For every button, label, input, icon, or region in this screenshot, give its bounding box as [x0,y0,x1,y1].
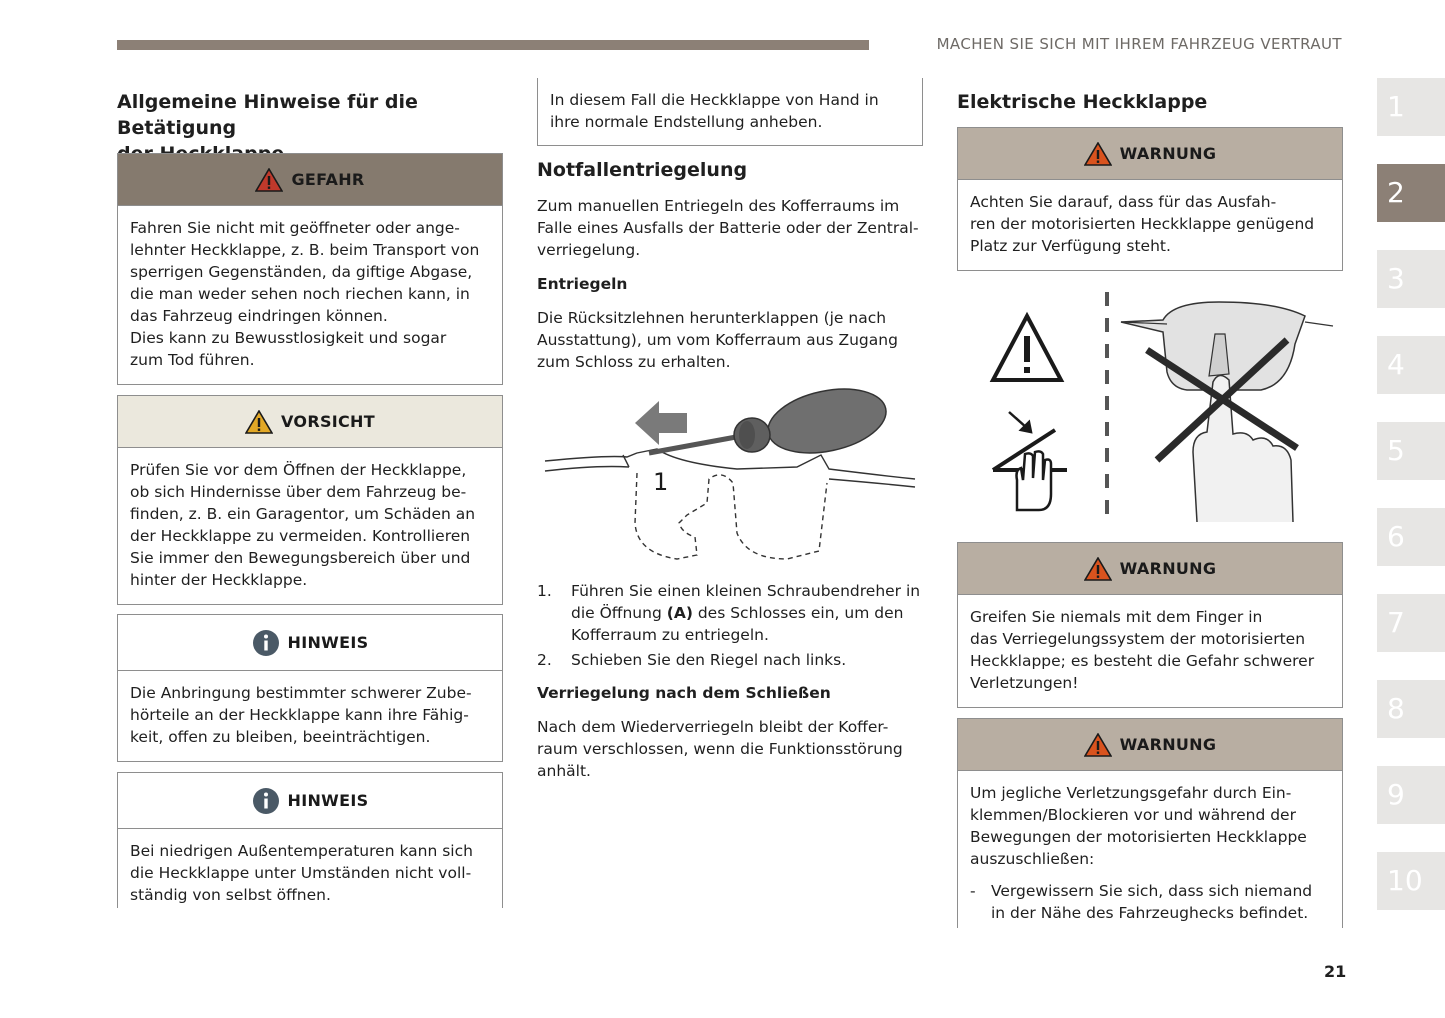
step-list [537,580,937,671]
warning-box-2 [957,542,1343,708]
note-label: HINWEIS [287,633,369,652]
warning-triangle-icon [1084,142,1112,166]
note-box-1 [117,614,503,762]
header-bar [117,40,869,50]
list-item: 1. Führen Sie einen kleinen Schraubendreher in die Öffnung (A) des Schlosses ein, um den Kofferraum zu entriegeln. [537,582,921,644]
warning-triangle-icon [1084,557,1112,581]
warning-box-3 [957,718,1343,928]
warning-box-1 [957,127,1343,271]
warning-label: WARNUNG [1119,144,1217,163]
unlock-text: Die Rücksitzlehnen herunterklappen (je nach Ausstattung), um vom Kofferraum aus Zugang zum Schloss zu erhalten. [537,309,898,371]
note-header [118,773,502,829]
arrow-left-icon [635,401,687,445]
chapter-tab-8[interactable]: 8 [1377,680,1445,738]
note-continuation: In diesem Fall die Heckklappe von Hand in ihre normale Endstellung anheben. [537,78,923,146]
warning-header [958,128,1342,180]
chapter-tab-1[interactable]: 1 [1377,78,1445,136]
warning-text: Um jegliche Verletzungsgefahr durch Ein- klemmen/Blockieren vor und während der Bewegungen der motorisierten Heckklappe auszuschließen: - Vergewissern Sie sich, dass sich niemand in der Nähe des Fahrzeughecks befindet. [958,771,1342,924]
relock-text: Nach dem Wiederverriegeln bleibt der Koffer- raum verschlossen, wenn die Funktionsstörung anhält. [537,718,903,780]
unlock-subheading: Entriegeln [537,275,628,293]
chapter-tab-10[interactable]: 10 [1377,852,1445,910]
warning-header [958,543,1342,595]
chapter-tab-6[interactable]: 6 [1377,508,1445,566]
tailgate-latch-drawing [1121,302,1333,390]
hand-icon [1193,375,1293,522]
warning-text: Greifen Sie niemals mit dem Finger in das Verriegelungssystem der motorisierten Heckklappe; es besteht die Gefahr schwerer Verletzungen! [970,608,1315,692]
danger-text: Fahren Sie nicht mit geöffneter oder ange- lehnter Heckklappe, z. B. beim Transport von sperrigen Gegenständen, da giftige Abgase, die man weder sehen noch riechen kann, in das Fahrzeug eindringen können. Dies kann zu Bewusstlosigkeit und sogar zum Tod führen. [130,219,480,369]
chapter-tab-2[interactable]: 2 [1377,164,1445,222]
warning-label: WARNUNG [1119,559,1217,578]
screwdriver-illustration [537,383,923,573]
note-text: Die Anbringung bestimmter schwerer Zube- hörteile an der Heckklappe kann ihre Fähig- keit, offen zu bleiben, beeinträchtigen. [130,684,472,746]
danger-label: GEFAHR [291,170,365,189]
caution-header [118,396,502,448]
warning-header [958,719,1342,771]
danger-header [118,154,502,206]
chapter-tab-4[interactable]: 4 [1377,336,1445,394]
info-icon [252,787,280,815]
caution-box [117,395,503,605]
relock-subheading: Verriegelung nach dem Schließen [537,684,831,702]
chapter-tab-7[interactable]: 7 [1377,594,1445,652]
danger-box [117,153,503,385]
note-header [118,615,502,671]
warning-triangle-icon [1084,733,1112,757]
caution-label: VORSICHT [281,412,375,431]
warning-triangle-icon [255,168,283,192]
warning-text: Achten Sie darauf, dass für das Ausfah- ren der motorisierten Heckklappe genügend Platz zur Verfügung steht. [970,193,1315,255]
pinch-hazard-illustration [957,284,1343,530]
section-heading: Allgemeine Hinweise für die Betätigung [117,91,418,139]
list-item: - Vergewissern Sie sich, dass sich niemand in der Nähe des Fahrzeughecks befindet. [970,882,1313,922]
chapter-tab-3[interactable]: 3 [1377,250,1445,308]
section-title: MACHEN SIE SICH MIT IHREM FAHRZEUG VERTRAUT [936,35,1342,53]
warning-triangle-icon [993,316,1061,380]
warning-label: WARNUNG [1119,735,1217,754]
list-item: 2. Schieben Sie den Riegel nach links. [537,651,847,669]
caution-text: Prüfen Sie vor dem Öffnen der Heckklappe, ob sich Hindernisse über dem Fahrzeug be- finden, z. B. ein Garagentor, um Schäden an der Heckklappe zu vermeiden. Kontrollieren Sie immer den Bewegungsbereich über und hinter der Heckklappe. [130,461,476,589]
note-label: HINWEIS [287,791,369,810]
warning-triangle-icon [245,410,273,434]
chapter-tab-9[interactable]: 9 [1377,766,1445,824]
intro-text: Zum manuellen Entriegeln des Kofferraums im Falle eines Ausfalls der Batterie oder der Zentral- verriegelung. [537,197,919,259]
page-number: 21 [1324,962,1347,981]
note-text: Bei niedrigen Außentemperaturen kann sich die Heckklappe unter Umständen nicht voll- ständig von selbst öffnen. [130,842,473,904]
info-icon [252,629,280,657]
electric-tailgate-heading: Elektrische Heckklappe [957,91,1208,113]
hand-pinch-icon [993,412,1067,510]
emergency-release-heading: Notfallentriegelung [537,159,748,181]
figure-callout: 1 [653,468,669,496]
note-box-2 [117,772,503,908]
chapter-tab-5[interactable]: 5 [1377,422,1445,480]
